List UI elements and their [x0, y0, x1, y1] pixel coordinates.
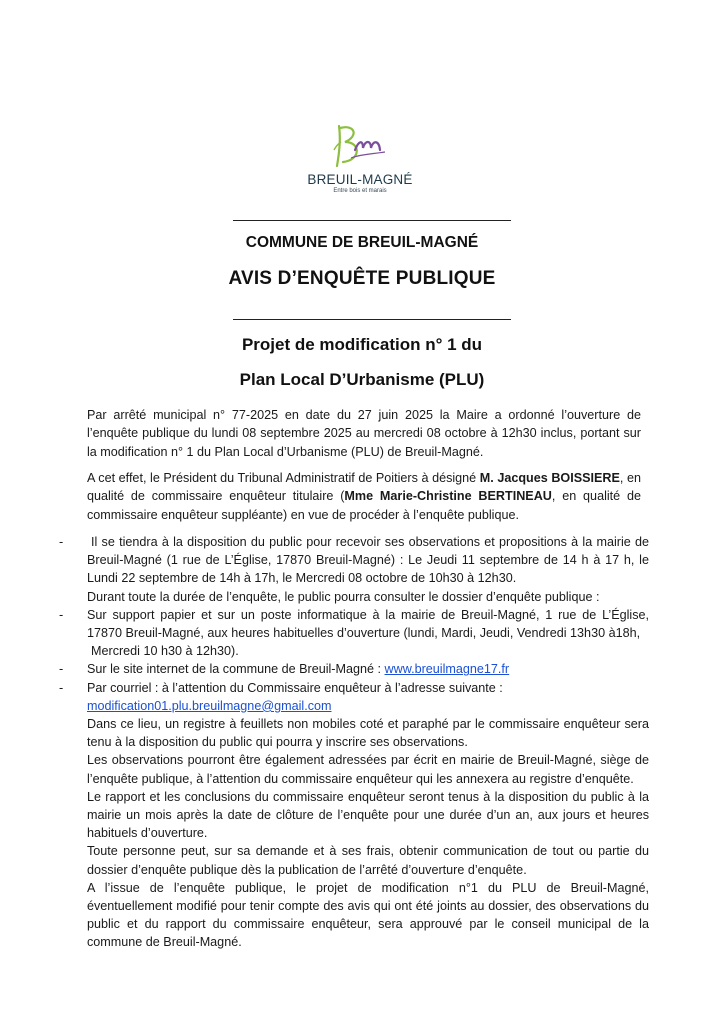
list-continuation [59, 642, 649, 660]
breuil-magne-logo [300, 120, 420, 194]
commune-heading: COMMUNE DE BREUIL-MAGNÉ [245, 234, 479, 251]
p2-text-a: A cet effet, le Président du Tribunal Administratif de Poitiers à désigné [87, 471, 480, 485]
list-item [59, 606, 649, 642]
list-continuation: Les observations pourront être également adressées par écrit en mairie de Breuil-Magné, siège de l’enquête publique, à l’attention du commissaire enquêteur qui les annexera au registre d’enquête. [87, 753, 649, 786]
page-title: AVIS D’ENQUÊTE PUBLIQUE [228, 268, 496, 289]
list-dash: - [59, 680, 64, 695]
list-continuation [59, 697, 649, 715]
list-continuation: Toute personne peut, sur sa demande et à ses frais, obtenir communication de tout ou partie du dossier d’enquête publique dès la publication de l’arrêté d’ouverture d’enquête. [87, 844, 649, 877]
list-item-text: Mercredi 10 h30 à 12h30). [91, 644, 239, 659]
list-continuation: Dans ce lieu, un registre à feuillets non mobiles coté et paraphé par le commissaire enquêteur sera tenu à la disposition du public qui pourra y inscrire ses observations. [87, 717, 649, 750]
list-item [59, 660, 649, 678]
list-item-text: Par courriel : à l’attention du Commissaire enquêteur à l’adresse suivante : [87, 680, 503, 695]
list-continuation: A l’issue de l’enquête publique, le projet de modification n°1 du PLU de Breuil-Magné, éventuellement modifié pour tenir compte des avis qui ont été joints au dossier, des observations du public et du rapport du commissaire enquêteur, sera approuvé par le conseil municipal de la commune de Breuil-Magné. [87, 880, 649, 950]
email-link[interactable]: modification01.plu.breuilmagne@gmail.com [87, 698, 332, 713]
list-item [59, 679, 649, 697]
list-item-text: Sur le site internet de la commune de Breuil-Magné : [87, 662, 385, 677]
list-item [59, 533, 649, 588]
project-title-line1: Projet de modification n° 1 du [241, 335, 483, 354]
middle-divider [233, 319, 511, 320]
details-list [59, 533, 649, 952]
website-link[interactable]: www.breuilmagne17.fr [384, 662, 510, 677]
intro-paragraph-1: Par arrêté municipal n° 77-2025 en date du 27 juin 2025 la Maire a ordonné l’ouverture de l’enquête publique du lundi 08 septembre 2025 au mercredi 08 octobre à 12h30 inclus, portant sur la modification n° 1 du Plan Local d’Urbanisme (PLU) de Breuil-Magné. [87, 408, 641, 459]
logo-tagline: Entre bois et marais [333, 188, 387, 194]
list-continuation: Le rapport et les conclusions du commissaire enquêteur seront tenus à la disposition du public à la mairie un mois après la date de clôture de l’enquête pour une durée d’un an, aux jours et heures habituels d’ouverture. [87, 789, 649, 841]
list-dash: - [59, 535, 64, 549]
p2-text-c: , en qualité de commissaire enquêteur suppléante) en vue de procéder à l’enquête publique. [87, 489, 641, 522]
intro-paragraph-2 [87, 469, 641, 524]
list-dash: - [59, 607, 64, 622]
list-continuation: Durant toute la durée de l’enquête, le public pourra consulter le dossier d’enquête publique : [87, 589, 600, 604]
list-item-text: Il se tiendra à la disposition du public pour recevoir ses observations et propositions à la mairie de Breuil-Magné (1 rue de L’Église, 17870 Breuil-Magné) : Le Jeudi 11 septembre de 14 h à 17 h, le Lundi 22 septembre de 14h à 17h, le Mercredi 08 octobre de 10h30 à 12h30. [87, 535, 649, 586]
commissioner-titular: M. Jacques BOISSIERE [479, 471, 620, 485]
bm-monogram-icon [325, 120, 395, 170]
commissioner-substitute: Mme Marie-Christine BERTINEAU [344, 489, 552, 504]
p2-text-b: , en qualité de commissaire enquêteur titulaire ( [87, 471, 641, 504]
project-title-line2: Plan Local D’Urbanisme (PLU) [239, 370, 485, 389]
logo-name: BREUIL-MAGNÉ [307, 172, 413, 187]
list-item-text: Sur support papier et sur un poste informatique à la mairie de Breuil-Magné, 1 rue de L’Église, 17870 Breuil-Magné, aux heures habituelles d’ouverture (lundi, Mardi, Jeudi, Vendredi 13h30 à18h, [87, 607, 649, 641]
top-divider [233, 220, 511, 221]
list-dash: - [59, 662, 64, 677]
